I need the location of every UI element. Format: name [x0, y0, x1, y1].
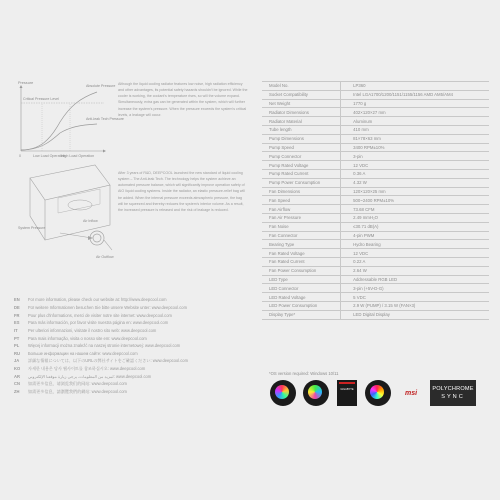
spec-label: Radiator Material	[262, 117, 341, 126]
x-tick-low-load: Low Load Operation	[33, 154, 66, 158]
spec-value: Intel LGA1700/1200/1151/1155/1156 AMD AM5/AM4	[341, 90, 489, 99]
pressure-chart	[0, 0, 124, 295]
lang-text: For more information, please check our website at: http://www.deepcool.com	[28, 297, 167, 303]
lang-text: Para más información, por favor visite nuestra página en: www.deepcool.com	[28, 320, 169, 326]
lang-code: DE	[14, 304, 20, 310]
spec-row	[262, 117, 489, 126]
spec-row	[262, 213, 489, 222]
x-axis-arrow	[103, 150, 106, 153]
spec-value: 2.9 W (PUMP) / 3.15 W (FAN×3)	[341, 301, 489, 310]
lang-text: 如需更多信息，請瀏覽我們的網站: www.deepcool.com	[28, 388, 127, 394]
lang-code: KO	[14, 366, 21, 372]
spec-value: 5 VDC	[341, 293, 489, 302]
lang-code: CN	[14, 381, 20, 387]
spec-row	[262, 152, 489, 161]
spec-value: 12 VDC	[341, 161, 489, 170]
spec-label: Fan Dimensions	[262, 187, 341, 196]
spec-label: Model No.	[262, 82, 341, 91]
spec-value: 402×120×27 mm	[341, 108, 489, 117]
gigabyte-stripe	[339, 382, 355, 384]
spec-label: Fan Power Consumption	[262, 266, 341, 275]
spec-value: 1770 g	[341, 99, 489, 108]
air-outflow-label: Air Outflow	[96, 255, 114, 259]
lang-text: Per ulteriori informazioni, visitate il nostro sito web: www.deepcool.com	[28, 327, 157, 333]
x-tick-zero: 0	[19, 154, 21, 158]
lang-code: PT	[14, 335, 20, 341]
asus-aura-badge	[270, 380, 296, 406]
spec-value: LP360	[341, 82, 489, 91]
spec-row	[262, 266, 489, 275]
spec-row	[262, 169, 489, 178]
spec-value: 3-pin (+5V-D-G)	[341, 284, 489, 293]
mystic-light-badge	[365, 380, 391, 406]
lang-text: Para mais informação, visita o nosso site em: www.deepcool.com	[28, 335, 147, 341]
lang-row-ar	[14, 372, 249, 380]
system-pressure-label: System Pressure	[18, 226, 46, 230]
aura-ring-icon	[275, 385, 289, 399]
lang-row-zh	[14, 388, 249, 396]
spec-label: Fan Rated Voltage	[262, 249, 341, 258]
lang-code: RU	[14, 350, 20, 356]
lang-row-de	[14, 304, 249, 312]
spec-row	[262, 108, 489, 117]
gigabyte-wordmark: GIGABYTE	[340, 388, 354, 391]
spec-label: LED Rated Voltage	[262, 293, 341, 302]
spec-value: 500~2400 RPM±10%	[341, 196, 489, 205]
x-tick-high-load: High Load Operation	[61, 154, 95, 158]
lang-row-cn	[14, 380, 249, 388]
spec-value: 4.32 W	[341, 178, 489, 187]
spec-row	[262, 134, 489, 143]
lang-code: PL	[14, 343, 20, 349]
lang-code: EN	[14, 297, 20, 303]
spec-value: ≤30.71 dB(A)	[341, 222, 489, 231]
anti-leak-pressure-curve	[21, 124, 97, 150]
spec-label: Socket Compatibility	[262, 90, 341, 99]
asrock-polychrome-badge	[430, 380, 476, 406]
spec-value: 3-pin	[341, 152, 489, 161]
spec-row	[262, 187, 489, 196]
spec-row	[262, 161, 489, 170]
spec-row	[262, 222, 489, 231]
lang-row-fr	[14, 311, 249, 319]
spec-label: Pump Speed	[262, 143, 341, 152]
lang-text: لمزيد من المعلومات، يرجى زيارة موقعنا الإلكتروني: www.deepcool.com	[28, 373, 152, 379]
spec-value: 73.68 CFM	[341, 205, 489, 214]
spec-row	[262, 205, 489, 214]
lang-text: 詳細な情報については、以下のURLの弊社サイトをご確認ください: www.deepcool.com	[28, 357, 188, 363]
spec-value: 0.22 A	[341, 257, 489, 266]
spec-label: Net Weight	[262, 99, 341, 108]
spec-label: Fan Airflow	[262, 205, 341, 214]
lang-row-es	[14, 319, 249, 327]
spec-value: 120×120×25 mm	[341, 187, 489, 196]
lang-row-it	[14, 327, 249, 335]
spec-label: Bearing Type	[262, 240, 341, 249]
absolute-pressure-label: Absolute Pressure	[86, 84, 116, 88]
spec-row	[262, 231, 489, 240]
spec-value: 0.36 A	[341, 169, 489, 178]
lang-code: AR	[14, 373, 20, 379]
spec-row	[262, 143, 489, 152]
spec-row	[262, 240, 489, 249]
language-list	[14, 296, 249, 395]
spec-label: Fan Rated Current	[262, 257, 341, 266]
rgb-sync-badges	[270, 380, 495, 410]
spec-row	[262, 284, 489, 293]
spec-value: 410 mm	[341, 125, 489, 134]
spec-row	[262, 196, 489, 205]
critical-pressure-label: Critical Pressure Level	[23, 97, 59, 101]
gigabyte-badge	[337, 380, 357, 406]
spec-table	[262, 81, 489, 320]
msi-badge	[398, 380, 424, 406]
polychrome-logo: POLYCHROME	[432, 386, 474, 392]
spec-value: 81×78×63 mm	[341, 134, 489, 143]
polychrome-sync-logo: SYNC	[441, 394, 465, 400]
spec-label: Tube length	[262, 125, 341, 134]
spec-label: LED Power Consumption	[262, 301, 341, 310]
spec-label: Pump Rated Current	[262, 169, 341, 178]
anti-leak-pressure-label: Anti-leak Tech Pressure	[86, 117, 124, 121]
spec-row	[262, 125, 489, 134]
lang-text: 如需更多信息，请浏览我们的网站: www.deepcool.com	[28, 380, 127, 386]
lang-text: Pour plus d'informations, merci de visiter notre site internet: www.deepcool.com	[28, 312, 172, 318]
lang-code: FR	[14, 312, 20, 318]
lang-row-ru	[14, 349, 249, 357]
spec-label: Pump Power Consumption	[262, 178, 341, 187]
spec-value: 4-pin PWM	[341, 231, 489, 240]
lang-text: 자세한 내용은 당사 웹사이트를 참조하십시오: www.deepcool.com	[28, 365, 146, 371]
mystic-light-icon	[370, 385, 384, 399]
spec-row	[262, 249, 489, 258]
razer-snake-icon	[308, 385, 322, 399]
spec-row	[262, 275, 489, 284]
anti-leak-tech-paragraph: After 3 years of R&D, DEEPCOOL launched the new standard of liquid cooling system – The Anti-leak Tech. The technology helps the system achieve an automated pressure balance, which will significantly improve operation safety of AIO liquid cooling systems. Inside the radiator, an elastic pressure-relief bag will be added. When the internal pressure exceeds atmospheric pressure, the bag will be squeezed and thereby reduces the system's interior volume. As a result, the increased pressure is released and the risk of leakage is reduced.	[118, 171, 245, 212]
msi-logo: msi	[404, 390, 418, 397]
spec-label: Radiator Dimensions	[262, 108, 341, 117]
spec-value: Aluminum	[341, 117, 489, 126]
spec-label: Display Type*	[262, 310, 341, 319]
razer-chroma-badge	[303, 380, 329, 406]
spec-row	[262, 293, 489, 302]
spec-label: Pump Dimensions	[262, 134, 341, 143]
y-axis-arrow	[20, 85, 23, 88]
spec-label: Pump Connector	[262, 152, 341, 161]
spec-row	[262, 257, 489, 266]
anti-leak-diagram	[18, 165, 114, 259]
lang-code: JA	[14, 358, 20, 364]
lang-row-pl	[14, 342, 249, 350]
spec-row	[262, 178, 489, 187]
spec-row	[262, 310, 489, 319]
spec-value: 2.64 W	[341, 266, 489, 275]
lang-row-en	[14, 296, 249, 304]
spec-value: LED Digital Display	[341, 310, 489, 319]
lang-row-pt	[14, 334, 249, 342]
spec-value: Addressable RGB LED	[341, 275, 489, 284]
spec-label: Fan Speed	[262, 196, 341, 205]
lang-row-ko	[14, 365, 249, 373]
spec-value: Hydro Bearing	[341, 240, 489, 249]
spec-row	[262, 99, 489, 108]
spec-row	[262, 82, 489, 91]
lang-row-ja	[14, 357, 249, 365]
spec-label: LED Connector	[262, 284, 341, 293]
air-inflow-label: Air Inflow	[83, 219, 98, 223]
spec-value: 3400 RPM±10%	[341, 143, 489, 152]
lang-text: Больше информации на нашем сайте: www.deepcool.com	[28, 350, 138, 356]
spec-value: 2.49 mmH₂O	[341, 213, 489, 222]
spec-label: Fan Noise	[262, 222, 341, 231]
spec-value: 12 VDC	[341, 249, 489, 258]
lang-text: Für weitere Informationen besuchen Sie bitte unsere Website unter: www.deepcool.com	[28, 304, 187, 310]
spec-row	[262, 90, 489, 99]
lang-code: IT	[14, 327, 18, 333]
chart-ylabel: Pressure	[18, 81, 34, 85]
os-requirement-note: *OS version required: Windows 10/11	[269, 371, 339, 376]
lang-code: ES	[14, 320, 20, 326]
spec-label: Fan Air Pressure	[262, 213, 341, 222]
spec-row	[262, 301, 489, 310]
leak-risk-paragraph: Although the liquid cooling radiator features low noise, high radiation efficiency and other advantages, its potential safety hazards shouldn't be ignored. While the cooler is working, the coolant's temperature rises, so will the volume expand. Simultaneously, extra gas can be generated within the system, which will further increase the system's pressure. When the pressure exceeds the system's critical levels, a leakage will occur.	[118, 82, 248, 117]
spec-label: LED Type	[262, 275, 341, 284]
lang-text: Więcej informacji można znaleźć na naszej stronie internetowej: www.deepcool.com	[28, 343, 181, 349]
lang-code: ZH	[14, 389, 20, 394]
spec-label: Pump Rated Voltage	[262, 161, 341, 170]
spec-label: Fan Connector	[262, 231, 341, 240]
